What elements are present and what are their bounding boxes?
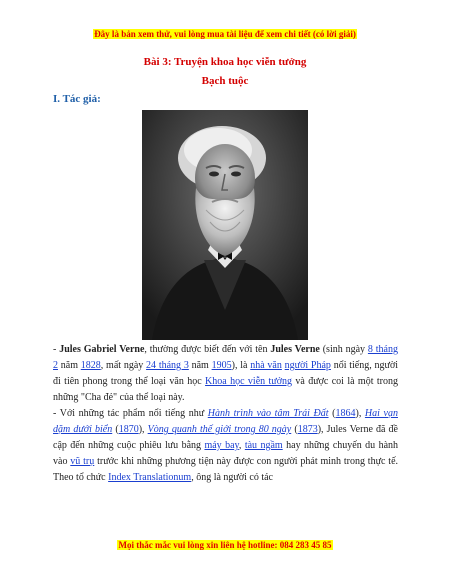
link-year-1870[interactable]: 1870 (118, 424, 139, 435)
text-span: , mất ngày (100, 360, 147, 371)
section-heading: I. Tác giả: (53, 93, 101, 105)
author-portrait (142, 110, 308, 340)
text-span: ), là (231, 360, 251, 371)
text-span: trước khi những phương tiện này được con người phát minh trong thực tế. Theo tổ chức (53, 456, 399, 483)
text-span: nổi tiếng, người đi tiên phong trong thể loại văn học (53, 360, 399, 387)
link-death-year[interactable]: 1905 (211, 360, 232, 371)
hotline-banner (0, 535, 450, 553)
text-span: , (238, 440, 245, 451)
link-work-around-world-80-days[interactable]: Vòng quanh thế giới trong 80 ngày (147, 424, 292, 435)
link-work-journey-center-earth[interactable]: Hành trình vào tâm Trái Đất (207, 408, 329, 419)
text-span: năm (188, 360, 212, 371)
bio-paragraph-1 (53, 342, 398, 406)
text-span: ( (291, 424, 298, 435)
text-span: - Với những tác phẩm nổi tiếng như (53, 408, 208, 419)
link-submarine[interactable]: tàu ngầm (244, 440, 283, 451)
link-index-translationum[interactable]: Index Translationum (108, 472, 192, 483)
text-span: - (53, 344, 60, 355)
text-span: , thường được biết đến với tên (144, 344, 271, 355)
link-writer[interactable]: nhà văn (250, 360, 282, 371)
author-bio (53, 342, 398, 486)
author-full-name: Jules Gabriel Verne (59, 344, 145, 355)
text-span: ), (138, 424, 148, 435)
link-science-fiction[interactable]: Khoa học viễn tưởng (205, 376, 292, 387)
text-span: ( (112, 424, 119, 435)
link-death-date[interactable]: 24 tháng 3 (146, 360, 189, 371)
lesson-title: Bài 3: Truyện khoa học viễn tưởng (143, 56, 307, 68)
link-universe[interactable]: vũ trụ (70, 456, 95, 467)
preview-banner-text: Đây là bản xem thử, vui lòng mua tài liệu để xem chi tiết (có lời giải) (94, 29, 356, 39)
link-work-twenty-thousand-leagues[interactable]: Hai vạn dặm dưới biển (53, 408, 398, 435)
link-birth-date[interactable]: 8 tháng 2 (53, 344, 398, 371)
text-span: năm (58, 360, 81, 371)
text-span: hay những chuyến du hành vào (53, 440, 399, 467)
link-birth-year[interactable]: 1828 (80, 360, 101, 371)
hotline-banner-text: Mọi thắc mắc vui lòng xin liên hệ hotline: 084 283 45 85 (118, 540, 332, 550)
bio-paragraph-2 (53, 406, 398, 486)
text-span: ), (355, 408, 365, 419)
text-span: và được coi là một trong những "Cha đẻ" của thể loại này. (53, 376, 398, 403)
link-year-1864[interactable]: 1864 (335, 408, 356, 419)
text-span: (sinh ngày (319, 344, 368, 355)
link-year-1873[interactable]: 1873 (297, 424, 318, 435)
link-french[interactable]: người Pháp (284, 360, 331, 371)
author-short-name: Jules Verne (270, 344, 320, 355)
text-span: ( (328, 408, 336, 419)
text-span: ), Jules Verne đã đề cập đến những cuộc phiêu lưu bằng (53, 424, 398, 451)
preview-banner (0, 24, 450, 42)
story-title: Bạch tuộc (201, 75, 249, 87)
link-airplane[interactable]: máy bay (204, 440, 239, 451)
text-span: , ông là người có tác (191, 472, 273, 483)
